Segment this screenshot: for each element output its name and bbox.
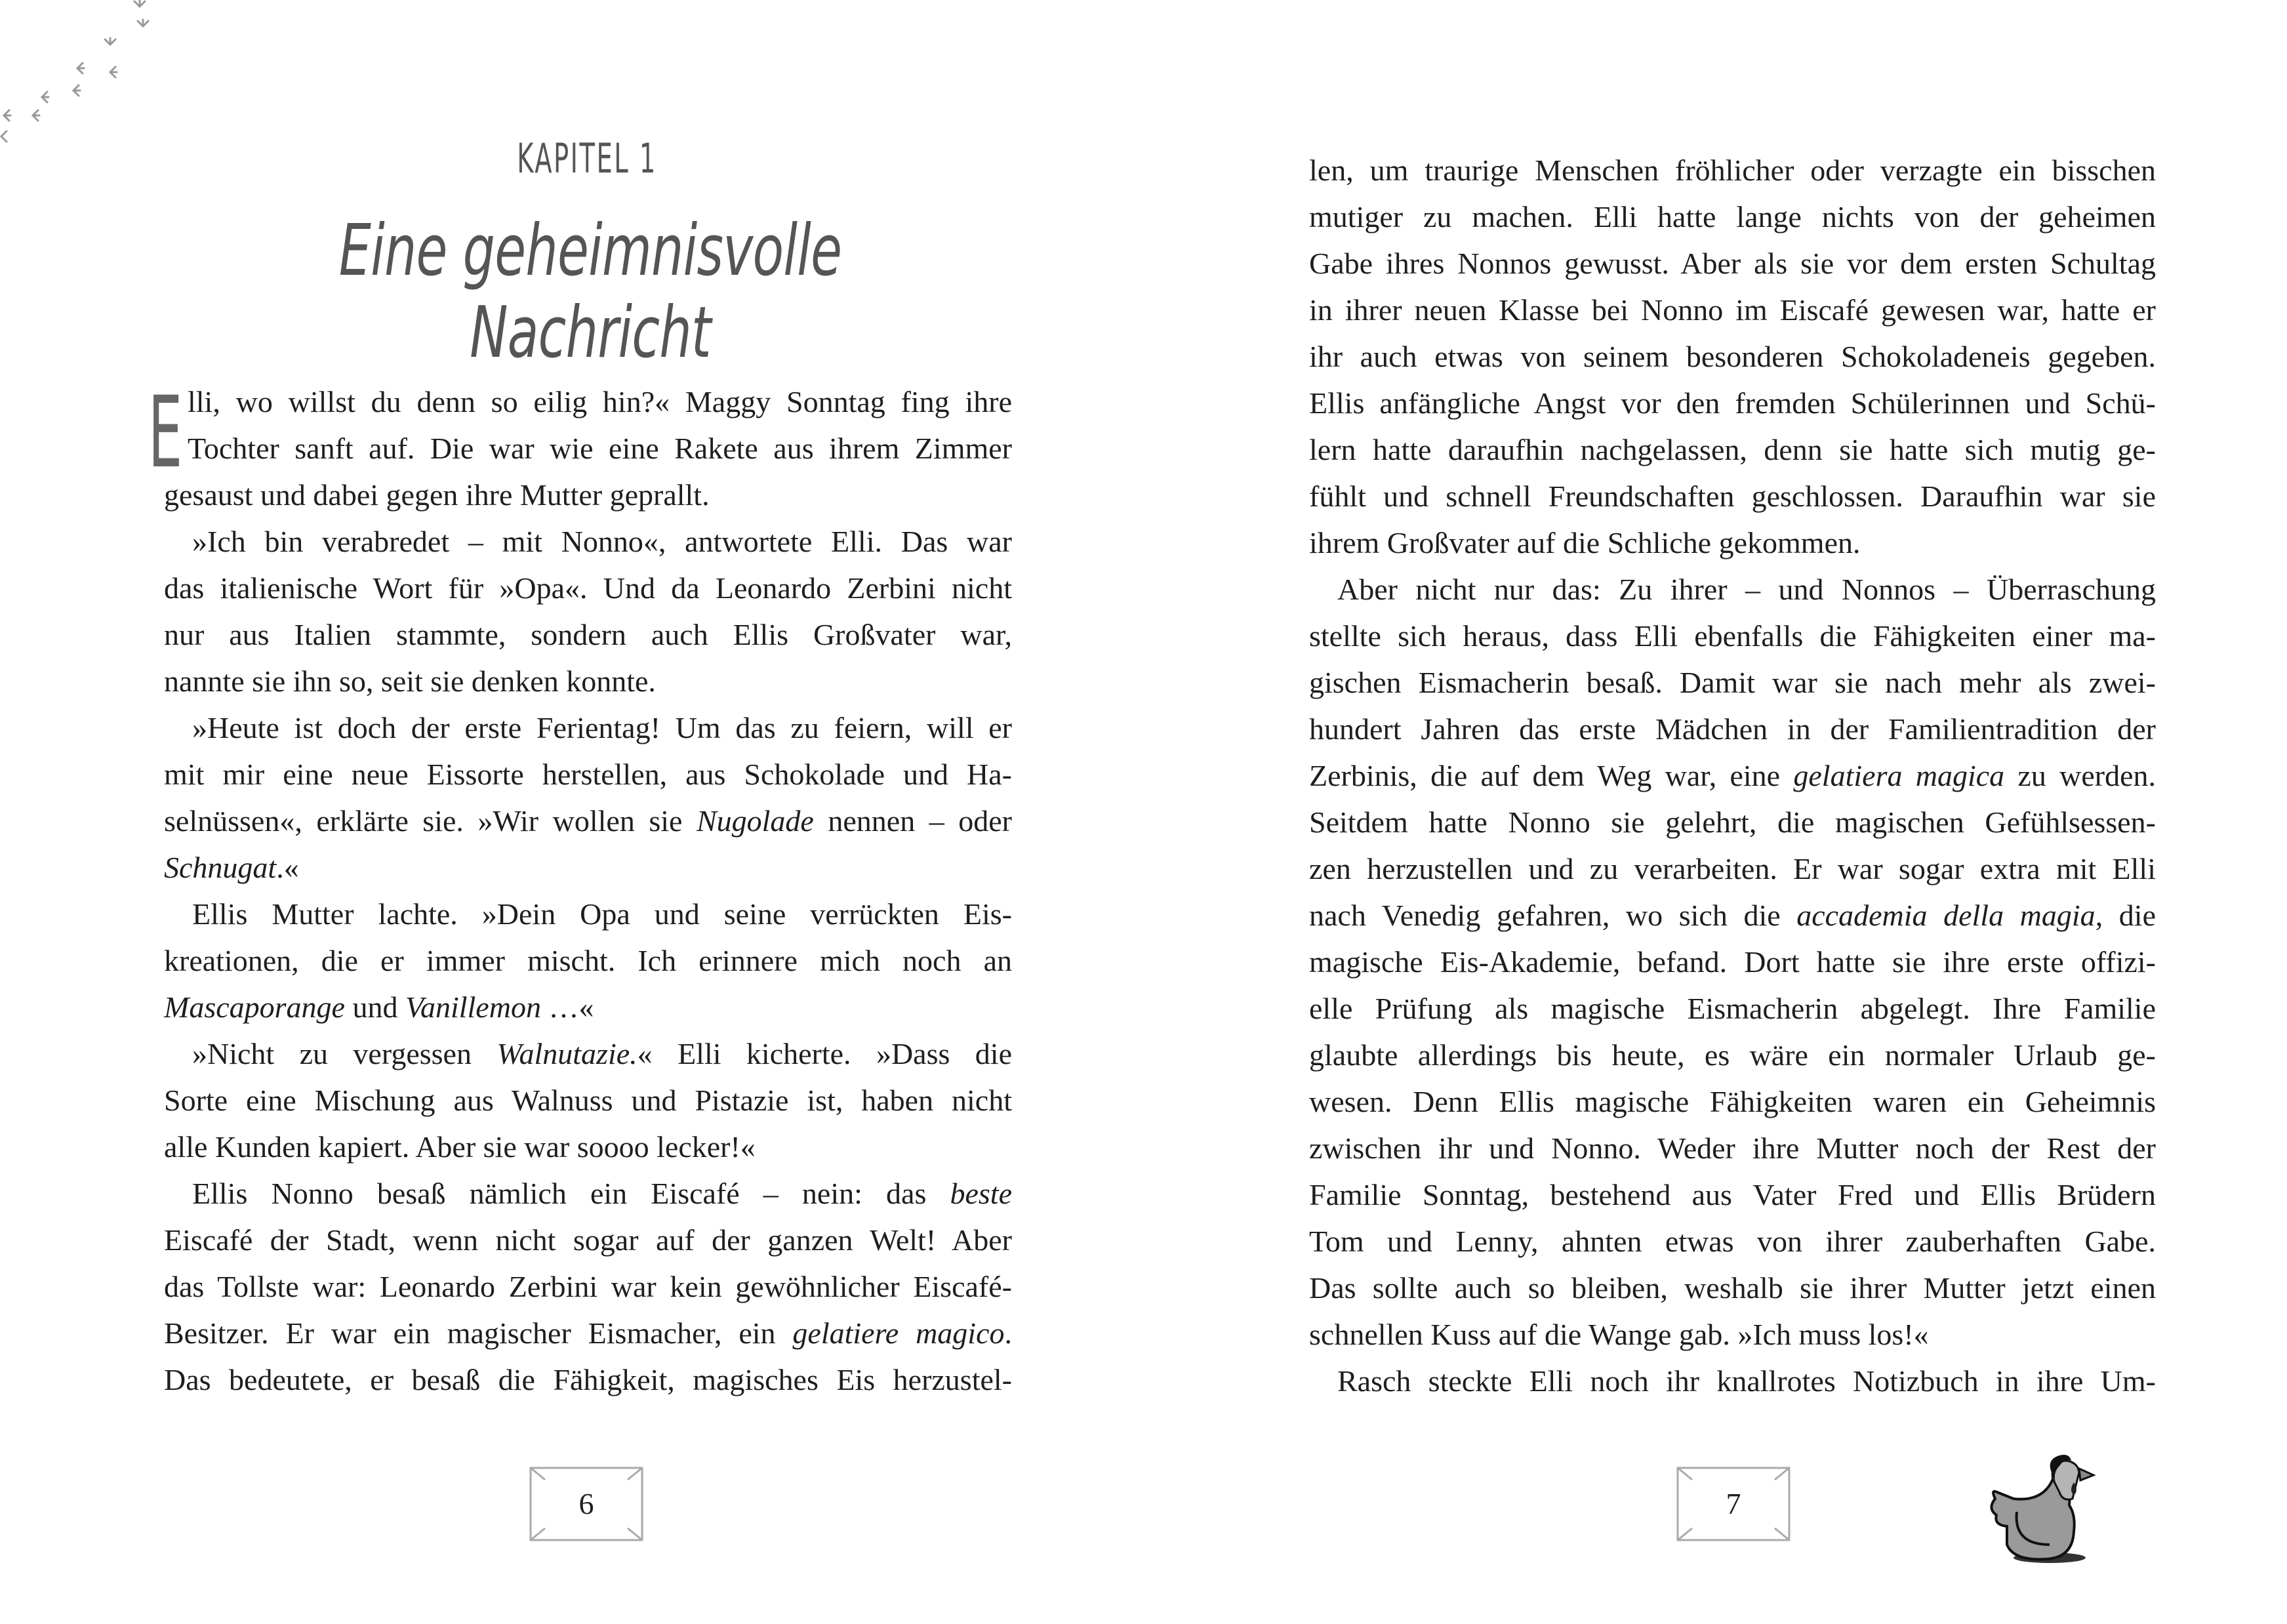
italic-text: Vanillemon bbox=[405, 990, 541, 1024]
text-segment: in ihrer neuen Klasse bei Nonno im Eiscafé gewesen war, hatte er bbox=[1309, 293, 2156, 327]
text-line bbox=[164, 1217, 1012, 1263]
text-segment: »Ich bin verabredet – mit Nonno«, antwortete Elli. Das war bbox=[192, 525, 1012, 558]
text-line bbox=[1309, 1265, 2156, 1311]
right-text-column bbox=[1309, 147, 2156, 1404]
italic-text: gelatiere magico bbox=[792, 1316, 1005, 1350]
text-line bbox=[164, 1030, 1012, 1077]
chapter-title: Eine geheimnisvolle Nachricht bbox=[338, 210, 842, 374]
text-segment: das Tollste war: Leonardo Zerbini war kein gewöhnlicher Eiscafé- bbox=[164, 1270, 1012, 1303]
text-line bbox=[1309, 426, 2156, 473]
italic-text: Walnutazie. bbox=[496, 1037, 638, 1070]
text-line bbox=[164, 1310, 1012, 1356]
text-segment: , die bbox=[2095, 899, 2156, 932]
text-segment: .« bbox=[276, 851, 299, 884]
text-line bbox=[1309, 1171, 2156, 1218]
text-segment: kreationen, die er immer mischt. Ich erinnere mich noch an bbox=[164, 944, 1012, 977]
text-segment: Rasch steckte Elli noch ihr knallrotes Notizbuch in ihre Um- bbox=[1337, 1364, 2156, 1398]
text-line bbox=[164, 1263, 1012, 1310]
text-line bbox=[1309, 706, 2156, 752]
text-segment: ihrem Großvater auf die Schliche gekommen. bbox=[1309, 526, 1861, 559]
text-segment: Familie Sonntag, bestehend aus Vater Fred und Ellis Brüdern bbox=[1309, 1178, 2156, 1211]
page-number: 7 bbox=[1726, 1487, 1741, 1520]
text-segment: mit mir eine neue Eissorte herstellen, aus Schokolade und Ha- bbox=[164, 758, 1012, 791]
page-number: 6 bbox=[578, 1487, 594, 1520]
text-segment: . bbox=[1004, 1316, 1013, 1350]
text-line bbox=[1309, 1032, 2156, 1078]
text-segment: ihr auch etwas von seinem besonderen Schokoladeneis gegeben. bbox=[1309, 340, 2156, 373]
italic-text: gelatiera magica bbox=[1793, 759, 2005, 792]
text-segment: alle Kunden kapiert. Aber sie war soooo lecker!« bbox=[164, 1130, 756, 1164]
text-line bbox=[1309, 566, 2156, 613]
text-segment: Ellis Mutter lachte. »Dein Opa und seine verrückten Eis- bbox=[192, 897, 1012, 931]
text-line bbox=[164, 658, 1012, 704]
text-line bbox=[1309, 240, 2156, 287]
text-segment: Seitdem hatte Nonno sie gelehrt, die magischen Gefühlsessen- bbox=[1309, 805, 2156, 839]
text-segment: selnüssen«, erklärte sie. »Wir wollen sie bbox=[164, 804, 697, 838]
text-line bbox=[164, 891, 1012, 937]
text-segment: und bbox=[344, 990, 405, 1024]
italic-text: Nugolade bbox=[696, 804, 814, 838]
text-line bbox=[1309, 845, 2156, 892]
italic-text: beste bbox=[950, 1177, 1012, 1210]
text-segment: wesen. Denn Ellis magische Fähigkeiten waren ein Geheimnis bbox=[1309, 1085, 2156, 1118]
text-segment: Eiscafé der Stadt, wenn nicht sogar auf der ganzen Welt! Aber bbox=[164, 1223, 1012, 1257]
text-line bbox=[164, 565, 1012, 611]
text-line bbox=[1309, 985, 2156, 1032]
text-segment: Ellis Nonno besaß nämlich ein Eiscafé – nein: das bbox=[192, 1177, 950, 1210]
drop-cap: E bbox=[148, 376, 183, 490]
text-line bbox=[1309, 287, 2156, 333]
text-line bbox=[164, 518, 1012, 565]
text-line bbox=[164, 704, 1012, 751]
left-page bbox=[0, 0, 1143, 1624]
text-segment: len, um traurige Menschen fröhlicher oder verzagte ein bisschen bbox=[1309, 153, 2156, 187]
text-segment: »Nicht zu vergessen bbox=[192, 1037, 497, 1070]
bird-tracks-decoration bbox=[0, 0, 171, 151]
text-line bbox=[1309, 1078, 2156, 1125]
text-segment: Das bedeutete, er besaß die Fähigkeit, magisches Eis herzustel- bbox=[164, 1363, 1012, 1396]
chicken-illustration bbox=[1987, 1453, 2099, 1571]
text-segment: …« bbox=[540, 990, 594, 1024]
page-number-box bbox=[1675, 1465, 1792, 1543]
text-line bbox=[164, 425, 1012, 472]
text-line bbox=[1309, 939, 2156, 985]
text-segment: magische Eis-Akademie, befand. Dort hatte sie ihre erste offizi- bbox=[1309, 945, 2156, 979]
text-segment: hundert Jahren das erste Mädchen in der Familientradition der bbox=[1309, 712, 2156, 746]
text-line bbox=[164, 984, 1012, 1030]
text-line bbox=[1309, 473, 2156, 519]
text-segment: das italienische Wort für »Opa«. Und da Leonardo Zerbini nicht bbox=[164, 571, 1012, 605]
text-segment: zwischen ihr und Nonno. Weder ihre Mutter noch der Rest der bbox=[1309, 1131, 2156, 1165]
text-line bbox=[1309, 193, 2156, 240]
text-line bbox=[1309, 1125, 2156, 1171]
text-segment: lern hatte daraufhin nachgelassen, denn sie hatte sich mutig ge- bbox=[1309, 433, 2156, 466]
text-segment: Sorte eine Mischung aus Walnuss und Pistazie ist, haben nicht bbox=[164, 1084, 1012, 1117]
text-segment: Tom und Lenny, ahnten etwas von ihrer zauberhaften Gabe. bbox=[1309, 1225, 2156, 1258]
text-line bbox=[164, 1077, 1012, 1124]
italic-text: Mascaporange bbox=[164, 990, 345, 1024]
text-line bbox=[164, 751, 1012, 798]
text-segment: glaubte allerdings bis heute, es wäre ein normaler Urlaub ge- bbox=[1309, 1038, 2156, 1072]
chapter-label: KAPITEL 1 bbox=[517, 134, 657, 182]
text-line bbox=[1309, 1358, 2156, 1404]
text-line bbox=[164, 1170, 1012, 1217]
text-segment: schnellen Kuss auf die Wange gab. »Ich muss los!« bbox=[1309, 1318, 1929, 1351]
text-segment: Zerbinis, die auf dem Weg war, eine bbox=[1309, 759, 1794, 792]
text-segment: Tochter sanft auf. Die war wie eine Rakete aus ihrem Zimmer bbox=[188, 432, 1012, 465]
text-line bbox=[164, 378, 1012, 425]
text-line bbox=[164, 798, 1012, 844]
text-segment: mutiger zu machen. Elli hatte lange nichts von der geheimen bbox=[1309, 200, 2156, 233]
left-text-column bbox=[164, 378, 1012, 1403]
italic-text: Schnugat bbox=[164, 851, 277, 884]
text-line bbox=[164, 611, 1012, 658]
text-line bbox=[1309, 892, 2156, 939]
text-segment: lli, wo willst du denn so eilig hin?« Maggy Sonntag fing ihre bbox=[188, 385, 1012, 418]
text-line bbox=[1309, 752, 2156, 799]
text-segment: gesaust und dabei gegen ihre Mutter geprallt. bbox=[164, 478, 710, 512]
text-line bbox=[1309, 1311, 2156, 1358]
text-line bbox=[164, 844, 1012, 891]
text-line bbox=[164, 1124, 1012, 1170]
right-page bbox=[1143, 0, 2287, 1624]
text-segment: »Heute ist doch der erste Ferientag! Um das zu feiern, will er bbox=[192, 711, 1012, 744]
text-line bbox=[1309, 147, 2156, 193]
text-segment: « Elli kicherte. »Dass die bbox=[637, 1037, 1012, 1070]
text-line bbox=[1309, 380, 2156, 426]
text-segment: nannte sie ihn so, seit sie denken konnte. bbox=[164, 664, 656, 698]
text-segment: Das sollte auch so bleiben, weshalb sie ihrer Mutter jetzt einen bbox=[1309, 1271, 2156, 1305]
text-line bbox=[1309, 1218, 2156, 1265]
text-segment: Besitzer. Er war ein magischer Eismacher, ein bbox=[164, 1316, 793, 1350]
text-segment: Gabe ihres Nonnos gewusst. Aber als sie vor dem ersten Schultag bbox=[1309, 247, 2156, 280]
text-line bbox=[1309, 659, 2156, 706]
text-line bbox=[164, 1356, 1012, 1403]
text-line bbox=[1309, 613, 2156, 659]
text-line bbox=[1309, 799, 2156, 845]
text-segment: nur aus Italien stammte, sondern auch Ellis Großvater war, bbox=[164, 618, 1012, 651]
text-line bbox=[164, 937, 1012, 984]
text-segment: nach Venedig gefahren, wo sich die bbox=[1309, 899, 1797, 932]
text-line bbox=[164, 472, 1012, 518]
italic-text: accademia della magia bbox=[1796, 899, 2095, 932]
page-number-box bbox=[528, 1465, 645, 1543]
text-segment: nennen – oder bbox=[813, 804, 1012, 838]
text-segment: Aber nicht nur das: Zu ihrer – und Nonnos – Überraschung bbox=[1337, 573, 2156, 606]
text-segment: fühlt und schnell Freundschaften geschlossen. Daraufhin war sie bbox=[1309, 479, 2156, 513]
text-segment: elle Prüfung als magische Eismacherin abgelegt. Ihre Familie bbox=[1309, 992, 2156, 1025]
text-segment: gischen Eismacherin besaß. Damit war sie nach mehr als zwei- bbox=[1309, 666, 2156, 699]
text-line bbox=[1309, 333, 2156, 380]
text-segment: Ellis anfängliche Angst vor den fremden Schülerinnen und Schü- bbox=[1309, 386, 2156, 420]
text-segment: zen herzustellen und zu verarbeiten. Er war sogar extra mit Elli bbox=[1309, 852, 2156, 885]
text-segment: stellte sich heraus, dass Elli ebenfalls die Fähigkeiten einer ma- bbox=[1309, 619, 2156, 653]
text-segment: zu werden. bbox=[2004, 759, 2156, 792]
text-line bbox=[1309, 519, 2156, 566]
